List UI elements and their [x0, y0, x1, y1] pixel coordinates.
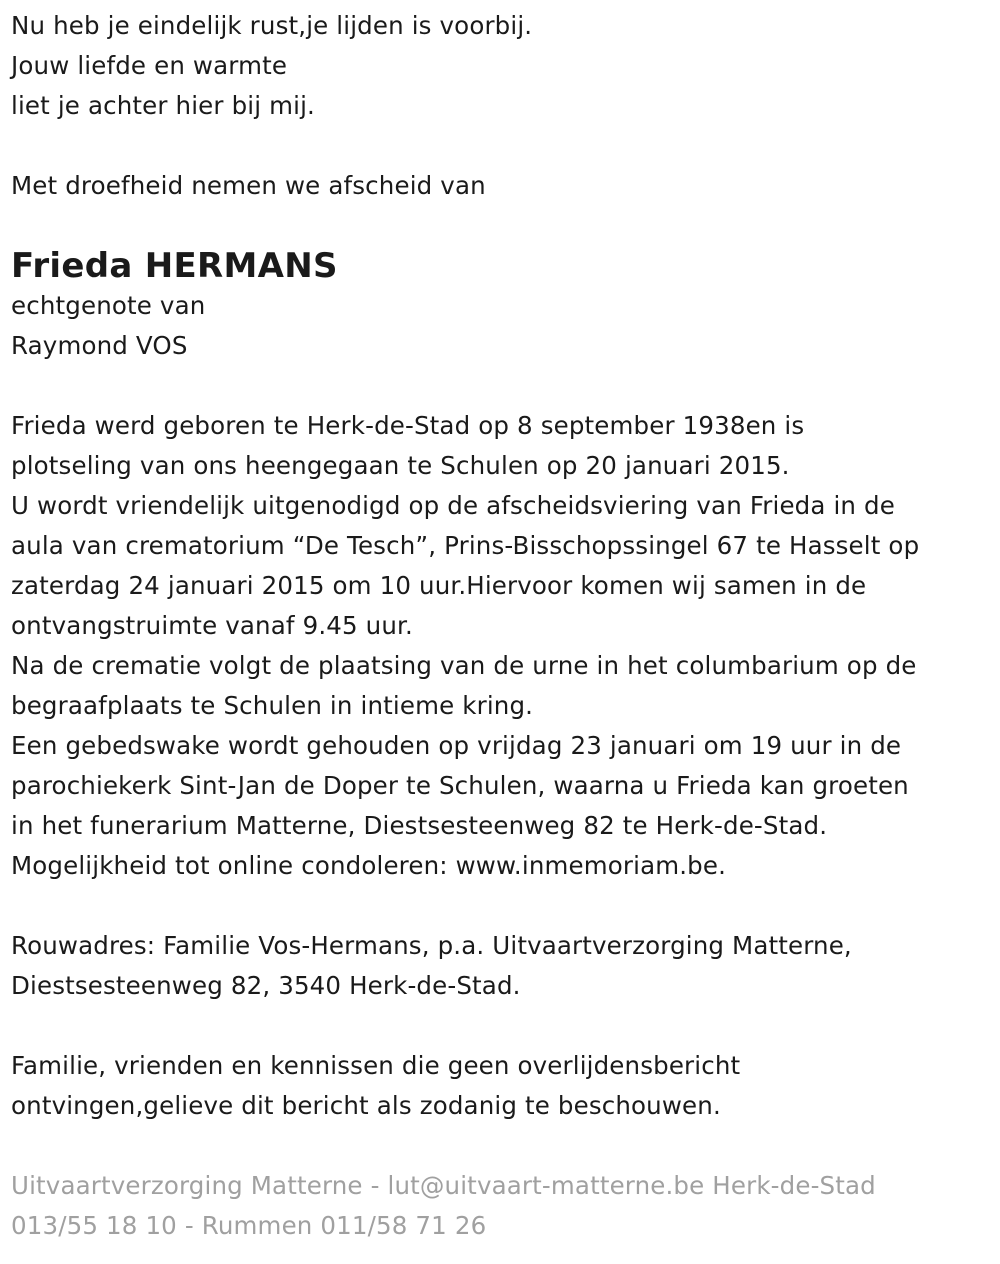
- announcement-line: Mogelijkheid tot online condoleren: www.inmemoriam.be.: [11, 851, 727, 880]
- announcement-line: U wordt vriendelijk uitgenodigd op de afscheidsviering van Frieda in de: [11, 491, 895, 520]
- spacer: [11, 366, 996, 406]
- deceased-name: Frieda HERMANS: [11, 246, 338, 286]
- spacer: [11, 206, 996, 246]
- intro-text: Met droefheid nemen we afscheid van: [11, 171, 486, 200]
- deceased-block: [11, 246, 996, 366]
- spouse-name: Raymond VOS: [11, 331, 188, 360]
- announcement-line: ontvangstruimte vanaf 9.45 uur.: [11, 611, 413, 640]
- footer-line: 013/55 18 10 - Rummen 011/58 71 26: [11, 1211, 487, 1240]
- announcement-line: plotseling van ons heengegaan te Schulen op 20 januari 2015.: [11, 451, 790, 480]
- spacer: [11, 886, 996, 926]
- announcement-line: begraafplaats te Schulen in intieme kring.: [11, 691, 534, 720]
- funeral-home-footer: [11, 1166, 996, 1246]
- footer-line: Uitvaartverzorging Matterne - lut@uitvaart-matterne.be Herk-de-Stad: [11, 1171, 876, 1200]
- notice-line: Familie, vrienden en kennissen die geen overlijdensbericht: [11, 1051, 741, 1080]
- announcement-line: aula van crematorium “De Tesch”, Prins-Bisschopssingel 67 te Hasselt op: [11, 531, 920, 560]
- poem-line-2: Jouw liefde en warmte: [11, 51, 288, 80]
- relation-text: echtgenote van: [11, 291, 206, 320]
- notice: [11, 1046, 996, 1126]
- obituary-notice: [11, 6, 996, 1246]
- spacer: [11, 126, 996, 166]
- announcement-line: Na de crematie volgt de plaatsing van de urne in het columbarium op de: [11, 651, 917, 680]
- announcement-line: in het funerarium Matterne, Diestsesteenweg 82 te Herk-de-Stad.: [11, 811, 828, 840]
- address-line: Rouwadres: Familie Vos-Hermans, p.a. Uitvaartverzorging Matterne,: [11, 931, 852, 960]
- spacer: [11, 1006, 996, 1046]
- notice-line: ontvingen,gelieve dit bericht als zodanig te beschouwen.: [11, 1091, 721, 1120]
- announcement-line: Frieda werd geboren te Herk-de-Stad op 8 september 1938en is: [11, 411, 805, 440]
- mourning-address: [11, 926, 996, 1006]
- poem-line-3: liet je achter hier bij mij.: [11, 91, 315, 120]
- announcement-line: zaterdag 24 januari 2015 om 10 uur.Hiervoor komen wij samen in de: [11, 571, 867, 600]
- poem-line-1: Nu heb je eindelijk rust,je lijden is voorbij.: [11, 11, 533, 40]
- address-line: Diestsesteenweg 82, 3540 Herk-de-Stad.: [11, 971, 521, 1000]
- announcement-line: Een gebedswake wordt gehouden op vrijdag 23 januari om 19 uur in de: [11, 731, 902, 760]
- announcement: [11, 406, 996, 886]
- announcement-line: parochiekerk Sint-Jan de Doper te Schulen, waarna u Frieda kan groeten: [11, 771, 909, 800]
- poem: [11, 6, 996, 126]
- spacer: [11, 1126, 996, 1166]
